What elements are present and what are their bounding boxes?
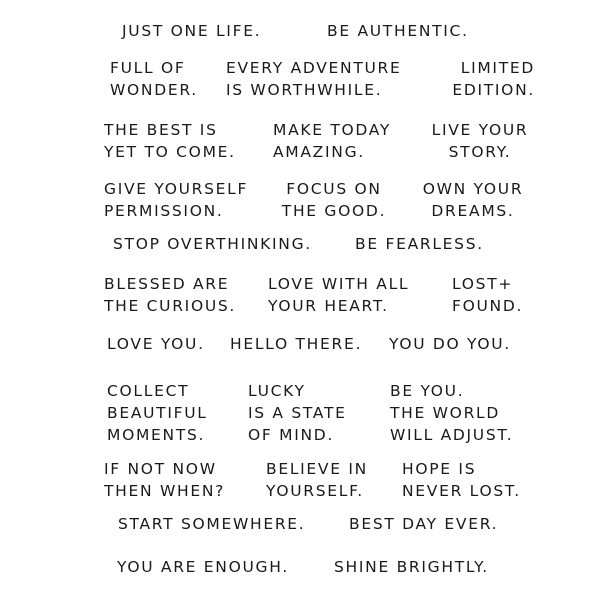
- phrase-line: GIVE YOURSELF: [104, 180, 249, 198]
- phrase-line: YET TO COME.: [104, 143, 236, 161]
- phrase-line: IF NOT NOW: [104, 460, 217, 478]
- phrase-you-are-enough: [117, 556, 289, 578]
- phrase-line: FOCUS ON: [286, 180, 382, 198]
- phrase-line: IS A STATE: [248, 404, 347, 422]
- phrase-line: YOUR HEART.: [268, 297, 389, 315]
- phrase-line: EVERY ADVENTURE: [226, 59, 402, 77]
- phrase-hope-is-never-lost: [402, 458, 521, 502]
- phrase-line: BE YOU.: [390, 382, 465, 400]
- phrase-line: MOMENTS.: [107, 426, 206, 444]
- phrase-line: LIMITED: [460, 59, 535, 77]
- phrase-line: THE WORLD: [390, 404, 501, 422]
- phrase-the-best-is-yet-to-come: [104, 119, 236, 163]
- phrase-line: HELLO THERE.: [230, 335, 363, 353]
- phrase-focus-on-the-good: [276, 178, 392, 222]
- phrase-line: WILL ADJUST.: [390, 426, 514, 444]
- phrase-line: LOVE YOU.: [107, 335, 205, 353]
- phrase-shine-brightly: [334, 556, 489, 578]
- phrase-line: THE CURIOUS.: [104, 297, 237, 315]
- phrase-believe-in-yourself: [266, 458, 368, 502]
- phrase-line: YOU ARE ENOUGH.: [117, 558, 289, 576]
- phrase-be-authentic: [327, 20, 469, 42]
- phrase-stop-overthinking: [113, 233, 312, 255]
- phrase-just-one-life: [122, 20, 261, 42]
- phrase-hello-there: [230, 333, 362, 355]
- phrase-line: BE FEARLESS.: [355, 235, 484, 253]
- phrase-give-yourself-permission: [104, 178, 248, 222]
- phrase-line: EDITION.: [452, 81, 535, 99]
- phrase-line: FULL OF: [110, 59, 186, 77]
- phrase-line: MAKE TODAY: [273, 121, 392, 139]
- phrase-line: FOUND.: [452, 297, 524, 315]
- phrase-line: YOU DO YOU.: [389, 335, 511, 353]
- phrase-be-you-the-world-will-adjust: [390, 380, 513, 446]
- phrase-you-do-you: [389, 333, 511, 355]
- phrase-line: WONDER.: [110, 81, 198, 99]
- phrase-line: START SOMEWHERE.: [118, 515, 306, 533]
- phrase-line: THEN WHEN?: [104, 482, 226, 500]
- phrase-line: IS WORTHWHILE.: [226, 81, 383, 99]
- phrase-line: JUST ONE LIFE.: [122, 22, 262, 40]
- phrase-love-you: [107, 333, 205, 355]
- phrase-collect-beautiful-moments: [107, 380, 208, 446]
- phrase-line: PERMISSION.: [104, 202, 224, 220]
- phrase-line: LUCKY: [248, 382, 306, 400]
- phrase-lost-found: [452, 273, 523, 317]
- phrase-limited-edition: [445, 57, 535, 101]
- phrase-line: BLESSED ARE: [104, 275, 230, 293]
- phrase-line: HOPE IS: [402, 460, 477, 478]
- phrase-line: STORY.: [448, 143, 512, 161]
- phrase-line: BEAUTIFUL: [107, 404, 208, 422]
- phrase-love-with-all-your-heart: [268, 273, 409, 317]
- phrase-line: OF MIND.: [248, 426, 335, 444]
- phrase-be-fearless: [355, 233, 484, 255]
- phrase-live-your-story: [424, 119, 536, 163]
- phrase-line: THE GOOD.: [281, 202, 387, 220]
- phrase-if-not-now-then-when: [104, 458, 225, 502]
- phrase-start-somewhere: [118, 513, 305, 535]
- phrase-line: LIVE YOUR: [431, 121, 529, 139]
- phrase-full-of-wonder: [110, 57, 198, 101]
- phrase-line: BEST DAY EVER.: [349, 515, 499, 533]
- phrase-line: YOURSELF.: [266, 482, 364, 500]
- phrase-line: STOP OVERTHINKING.: [113, 235, 312, 253]
- phrase-make-today-amazing: [273, 119, 391, 163]
- phrase-line: THE BEST IS: [104, 121, 218, 139]
- phrase-line: NEVER LOST.: [402, 482, 521, 500]
- phrase-line: LOVE WITH ALL: [268, 275, 410, 293]
- phrase-line: BELIEVE IN: [266, 460, 368, 478]
- phrase-line: COLLECT: [107, 382, 190, 400]
- phrase-best-day-ever: [349, 513, 498, 535]
- phrase-line: LOST+: [452, 275, 514, 293]
- phrase-every-adventure: [226, 57, 402, 101]
- phrase-line: AMAZING.: [273, 143, 365, 161]
- phrase-line: BE AUTHENTIC.: [327, 22, 469, 40]
- phrase-own-your-dreams: [414, 178, 532, 222]
- phrase-line: SHINE BRIGHTLY.: [334, 558, 489, 576]
- phrase-line: OWN YOUR: [422, 180, 524, 198]
- phrase-blessed-are-the-curious: [104, 273, 236, 317]
- phrase-lucky-is-a-state-of-mind: [248, 380, 347, 446]
- phrase-line: DREAMS.: [431, 202, 515, 220]
